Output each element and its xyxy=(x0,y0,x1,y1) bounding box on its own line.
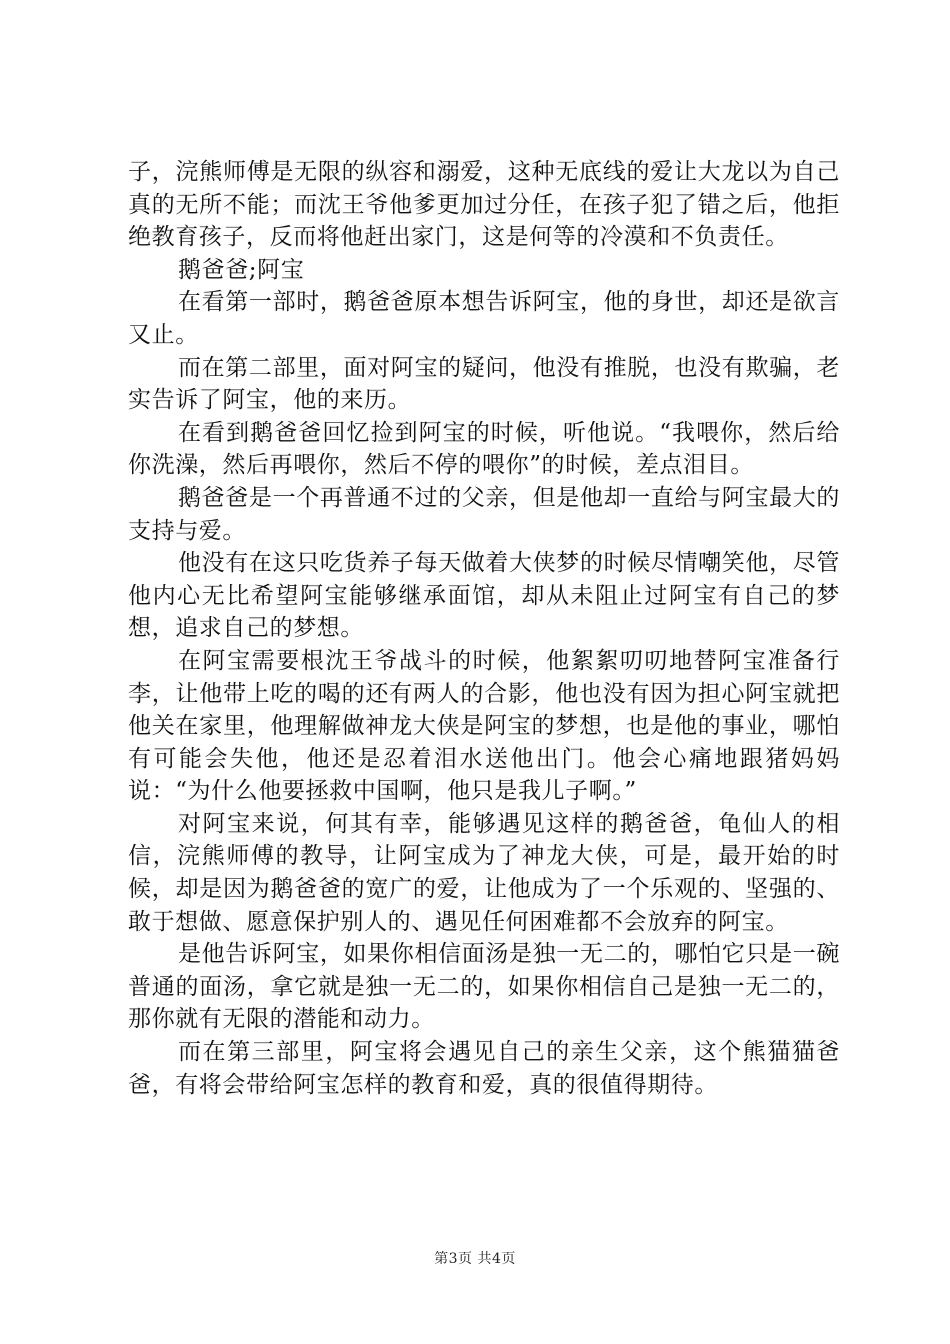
paragraph-6: 鹅爸爸是一个再普通不过的父亲，但是他却一直给与阿宝最大的支持与爱。 xyxy=(128,484,840,544)
paragraph-10: 是他告诉阿宝，如果你相信面汤是独一无二的，哪怕它只是一碗普通的面汤，拿它就是独一无二的，如果你相信自己是独一无二的，那你就有无限的潜能和动力。 xyxy=(128,941,840,1033)
paragraph-3: 在看第一部时，鹅爸爸原本想告诉阿宝，他的身世，却还是欲言又止。 xyxy=(128,289,840,348)
paragraph-4: 而在第二部里，面对阿宝的疑问，他没有推脱，也没有欺骗，老实告诉了阿宝，他的来历。 xyxy=(128,354,840,414)
paragraph-11: 而在第三部里，阿宝将会遇见自己的亲生父亲，这个熊猫猫爸爸，有将会带给阿宝怎样的教育和爱，真的很值得期待。 xyxy=(128,1039,840,1098)
paragraph-5: 在看到鹅爸爸回忆捡到阿宝的时候，听他说。“我喂你，然后给你洗澡，然后再喂你，然后不停的喂你”的时候，差点泪目。 xyxy=(128,419,840,479)
paragraph-9: 对阿宝来说，何其有幸，能够遇见这样的鹅爸爸，龟仙人的相信，浣熊师傅的教导，让阿宝成为了神龙大侠，可是，最开始的时候，却是因为鹅爸爸的宽广的爱，让他成为了一个乐观的、坚强的、敢于想做、愿意保护别人的、遇见任何困难都不会放弃的阿宝。 xyxy=(128,810,840,935)
paragraph-7: 他没有在这只吃货养子每天做着大侠梦的时候尽情嘲笑他，尽管他内心无比希望阿宝能够继承面馆，却从未阻止过阿宝有自己的梦想，追求自己的梦想。 xyxy=(128,550,840,642)
body-text xyxy=(128,156,840,1101)
paragraph-8: 在阿宝需要根沈王爷战斗的时候，他絮絮叨叨地替阿宝准备行李，让他带上吃的喝的还有两人的合影，他也没有因为担心阿宝就把他关在家里，他理解做神龙大侠是阿宝的梦想，也是他的事业，哪怕有可能会失他，他还是忍着泪水送他出门。他会心痛地跟猪妈妈说：“为什么他要拯救中国啊，他只是我儿子啊。” xyxy=(128,647,840,805)
paragraph-2: 鹅爸爸;阿宝 xyxy=(178,256,305,283)
paragraph-1: 子，浣熊师傅是无限的纵容和溺爱，这种无底线的爱让大龙以为自己真的无所不能；而沈王爷他爹更加过分任，在孩子犯了错之后，他拒绝教育孩子，反而将他赶出家门，这是何等的冷漠和不负责任。 xyxy=(128,159,840,251)
page-number-footer: 第3页 共4页 xyxy=(434,1251,516,1267)
